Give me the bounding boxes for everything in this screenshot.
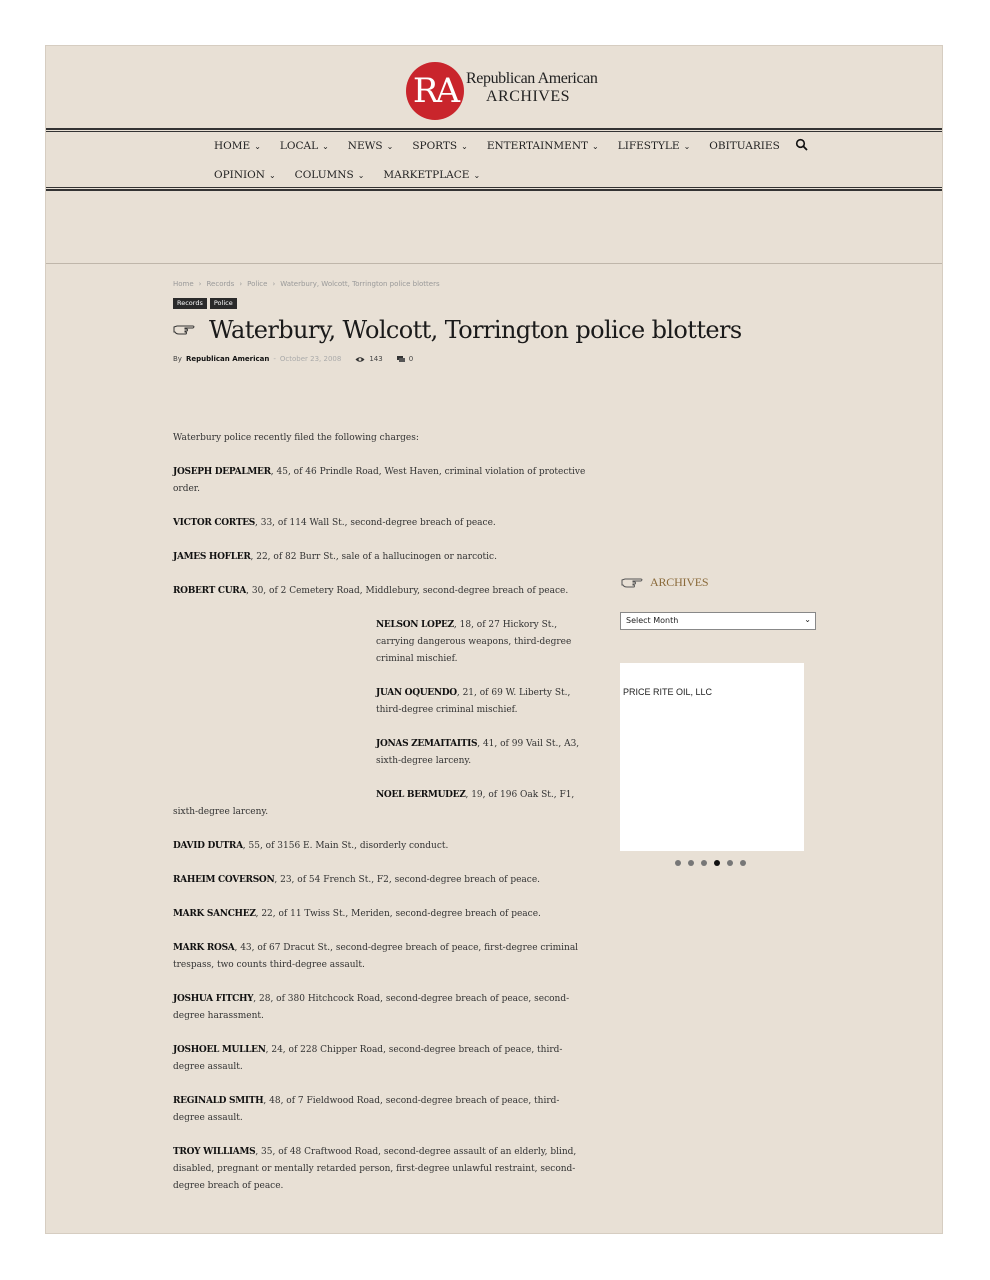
blotter-entry bbox=[173, 991, 589, 1025]
pointing-hand-icon bbox=[173, 323, 195, 337]
tag-records[interactable]: Records bbox=[173, 298, 207, 309]
main-nav-row-2 bbox=[214, 169, 499, 181]
breadcrumb-separator: › bbox=[239, 280, 243, 288]
comment-count-value: 0 bbox=[408, 355, 414, 363]
nav-label: HOME bbox=[214, 140, 251, 152]
page bbox=[45, 45, 943, 1234]
entry-text: , 18, of 27 Hickory St., carrying dangerous weapons, third-degree criminal mischief. bbox=[376, 620, 572, 664]
entry-name: TROY WILLIAMS bbox=[173, 1147, 256, 1157]
carousel-dot[interactable] bbox=[727, 860, 733, 866]
breadcrumb-records[interactable]: Records bbox=[206, 280, 235, 288]
logo-line-1: Republican American bbox=[466, 70, 598, 87]
blotter-entry bbox=[173, 940, 589, 974]
site-logo[interactable] bbox=[406, 62, 596, 122]
nav-border-bottom bbox=[46, 187, 943, 191]
entry-text: , 24, of 228 Chipper Road, second-degree breach of peace, third-degree assault. bbox=[173, 1045, 563, 1072]
nav-label: MARKETPLACE bbox=[383, 169, 470, 181]
entry-name: DAVID DUTRA bbox=[173, 841, 243, 851]
chevron-down-icon: ⌄ bbox=[804, 615, 811, 624]
entry-text: , 41, of 99 Vail St., A3, sixth-degree larceny. bbox=[376, 739, 580, 766]
ad-text: PRICE RITE OIL, LLC bbox=[623, 687, 713, 697]
byline-prefix: By bbox=[173, 355, 182, 363]
breadcrumb-current: Waterbury, Wolcott, Torrington police blotters bbox=[280, 280, 440, 288]
archive-month-select[interactable] bbox=[620, 612, 816, 630]
sidebar-ad[interactable] bbox=[620, 663, 804, 851]
view-count bbox=[355, 355, 382, 363]
blotter-entry bbox=[173, 1093, 589, 1127]
blotter-entry bbox=[173, 736, 589, 770]
entry-name: JONAS ZEMAITAITIS bbox=[376, 739, 478, 749]
nav-item-sports[interactable] bbox=[412, 140, 468, 152]
carousel-dot[interactable] bbox=[688, 860, 694, 866]
entry-text: , 48, of 7 Fieldwood Road, second-degree breach of peace, third-degree assault. bbox=[173, 1096, 560, 1123]
nav-item-news[interactable] bbox=[348, 140, 394, 152]
pointing-hand-icon bbox=[621, 577, 643, 589]
blotter-entry bbox=[173, 1042, 589, 1076]
entry-name: REGINALD SMITH bbox=[173, 1096, 264, 1106]
article-body bbox=[173, 430, 589, 1212]
entry-text: , 43, of 67 Dracut St., second-degree breach of peace, first-degree criminal trespass, two counts third-degree assault. bbox=[173, 943, 579, 970]
search-icon[interactable] bbox=[795, 138, 809, 152]
nav-label: LOCAL bbox=[279, 140, 319, 152]
blotter-entry bbox=[173, 464, 589, 498]
publish-date: October 23, 2008 bbox=[279, 355, 342, 363]
nav-item-home[interactable] bbox=[214, 140, 261, 152]
entry-text: , 22, of 82 Burr St., sale of a hallucinogen or narcotic. bbox=[250, 552, 497, 562]
chevron-down-icon: ⌄ bbox=[386, 141, 394, 151]
nav-item-local[interactable] bbox=[280, 140, 329, 152]
entry-name: VICTOR CORTES bbox=[173, 518, 255, 528]
chevron-down-icon: ⌄ bbox=[254, 141, 261, 151]
carousel-dot[interactable] bbox=[675, 860, 681, 866]
blotter-entry bbox=[173, 787, 589, 821]
entry-text: , 23, of 54 French St., F2, second-degree breach of peace. bbox=[274, 875, 541, 885]
entry-text: , 30, of 2 Cemetery Road, Middlebury, second-degree breach of peace. bbox=[246, 586, 569, 596]
blotter-entry bbox=[173, 549, 589, 566]
nav-item-columns[interactable] bbox=[295, 169, 365, 181]
blotter-entry bbox=[173, 515, 589, 532]
blotter-entry bbox=[173, 906, 589, 923]
article-intro: Waterbury police recently filed the following charges: bbox=[173, 433, 419, 443]
entry-name: JOSEPH DEPALMER bbox=[173, 467, 271, 477]
article-title: Waterbury, Wolcott, Torrington police blotters bbox=[209, 316, 742, 344]
nav-border-top bbox=[46, 128, 943, 132]
meta-separator: - bbox=[273, 355, 276, 363]
blotter-entry bbox=[173, 838, 589, 855]
chevron-down-icon: ⌄ bbox=[473, 170, 481, 180]
breadcrumb-police[interactable]: Police bbox=[247, 280, 268, 288]
entry-text: , 55, of 3156 E. Main St., disorderly conduct. bbox=[242, 841, 449, 851]
entry-name: JUAN OQUENDO bbox=[376, 688, 457, 698]
entry-text: , 33, of 114 Wall St., second-degree breach of peace. bbox=[255, 518, 496, 528]
blotter-entry bbox=[173, 617, 589, 668]
carousel-dot[interactable] bbox=[740, 860, 746, 866]
carousel-dot-active[interactable] bbox=[714, 860, 720, 866]
blotter-entry bbox=[173, 872, 589, 889]
entry-name: ROBERT CURA bbox=[173, 586, 247, 596]
entry-name: MARK ROSA bbox=[173, 943, 235, 953]
entry-name: JOSHUA FITCHY bbox=[173, 994, 254, 1004]
carousel-dots bbox=[675, 860, 746, 866]
entry-name: JOSHOEL MULLEN bbox=[173, 1045, 266, 1055]
entry-text: , 19, of 196 Oak St., F1, sixth-degree larceny. bbox=[173, 790, 575, 817]
breadcrumb-separator: › bbox=[272, 280, 276, 288]
entry-name: MARK SANCHEZ bbox=[173, 909, 256, 919]
logo-line-2: ARCHIVES bbox=[486, 88, 571, 105]
chevron-down-icon: ⌄ bbox=[268, 170, 276, 180]
main-nav-row-1 bbox=[214, 140, 799, 152]
nav-item-obituaries[interactable] bbox=[709, 140, 780, 152]
breadcrumb-separator: › bbox=[198, 280, 202, 288]
nav-item-opinion[interactable] bbox=[214, 169, 276, 181]
logo-mark: RA bbox=[406, 62, 464, 120]
nav-item-marketplace[interactable] bbox=[383, 169, 480, 181]
article-meta bbox=[173, 355, 413, 363]
chevron-down-icon: ⌄ bbox=[322, 141, 329, 151]
tag-police[interactable]: Police bbox=[210, 298, 237, 309]
comment-count[interactable] bbox=[397, 355, 413, 363]
nav-label: ENTERTAINMENT bbox=[486, 140, 589, 152]
nav-label: OPINION bbox=[214, 169, 265, 181]
entry-text: , 22, of 11 Twiss St., Meriden, second-degree breach of peace. bbox=[255, 909, 541, 919]
nav-item-entertainment[interactable] bbox=[487, 140, 599, 152]
entry-text: , 28, of 380 Hitchcock Road, second-degree breach of peace, second-degree harassment. bbox=[173, 994, 570, 1021]
archives-widget-title: ARCHIVES bbox=[650, 575, 709, 589]
nav-label: SPORTS bbox=[412, 140, 458, 152]
nav-label: COLUMNS bbox=[294, 169, 354, 181]
nav-item-lifestyle[interactable] bbox=[618, 140, 691, 152]
chevron-down-icon: ⌄ bbox=[683, 141, 691, 151]
entry-name: NOEL BERMUDEZ bbox=[376, 790, 466, 800]
view-count-value: 143 bbox=[369, 355, 383, 363]
carousel-dot[interactable] bbox=[701, 860, 707, 866]
blotter-entry bbox=[173, 1144, 589, 1195]
nav-label: OBITUARIES bbox=[709, 140, 780, 152]
blotter-entry bbox=[173, 583, 589, 600]
nav-label: NEWS bbox=[347, 140, 383, 152]
category-tags bbox=[173, 298, 237, 309]
entry-text: , 35, of 48 Craftwood Road, second-degree assault of an elderly, blind, disabled, pregnant or mentally retarded person, first-degree unlawful restraint, second-degree breach of peace. bbox=[173, 1147, 577, 1191]
chevron-down-icon: ⌄ bbox=[357, 170, 365, 180]
entry-text: , 21, of 69 W. Liberty St., third-degree criminal mischief. bbox=[376, 688, 571, 715]
breadcrumb-home[interactable]: Home bbox=[173, 280, 194, 288]
entry-name: RAHEIM COVERSON bbox=[173, 875, 275, 885]
select-value: Select Month bbox=[626, 616, 679, 625]
breadcrumb bbox=[173, 280, 440, 288]
author-link[interactable]: Republican American bbox=[185, 355, 270, 363]
entry-name: NELSON LOPEZ bbox=[376, 620, 454, 630]
entry-name: JAMES HOFLER bbox=[173, 552, 251, 562]
chevron-down-icon: ⌄ bbox=[592, 141, 599, 151]
entry-text: , 45, of 46 Prindle Road, West Haven, criminal violation of protective order. bbox=[173, 467, 586, 494]
comment-icon bbox=[397, 356, 405, 362]
eye-icon bbox=[355, 356, 365, 363]
nav-label: LIFESTYLE bbox=[617, 140, 680, 152]
ad-area-divider bbox=[46, 263, 943, 264]
chevron-down-icon: ⌄ bbox=[461, 141, 468, 151]
blotter-entry bbox=[173, 685, 589, 719]
